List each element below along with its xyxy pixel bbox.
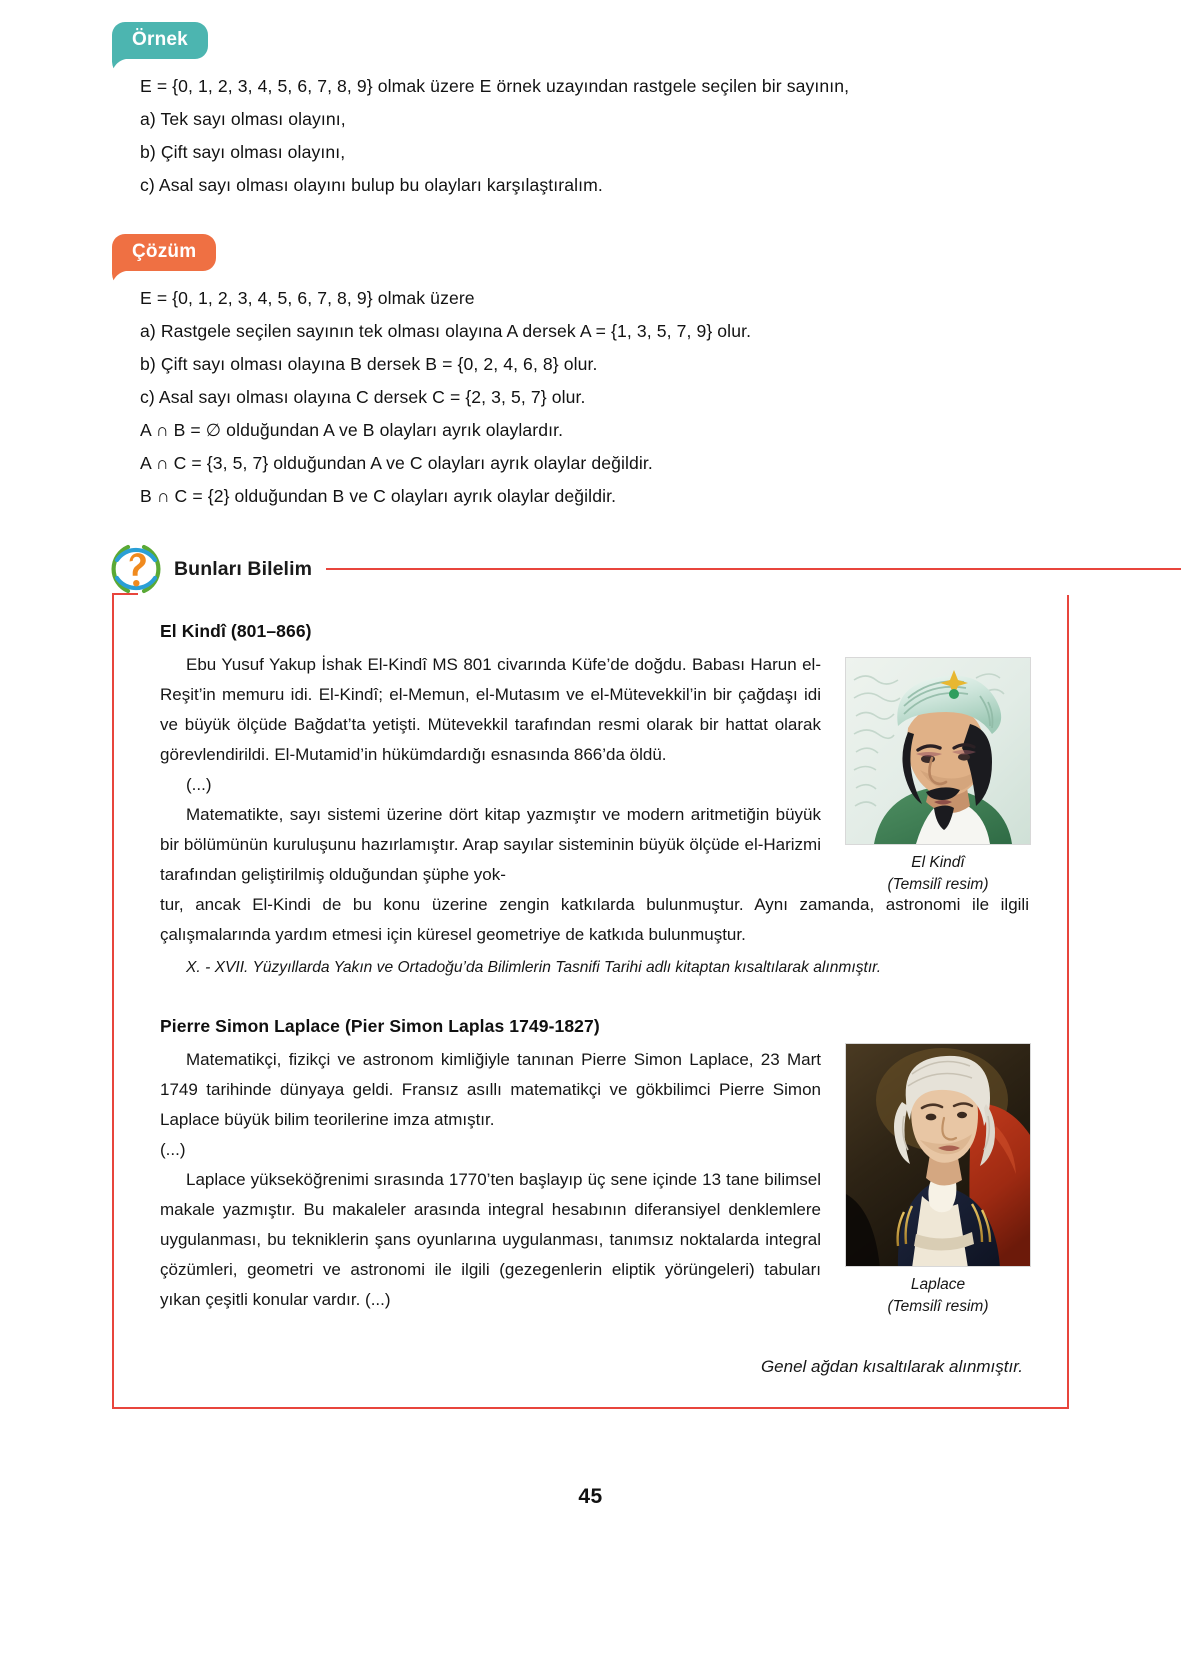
el-kindi-source-credit: X. - XVII. Yüzyıllarda Yakın ve Ortadoğu’da Bilimlerin Tasnifi Tarihi adlı kitaptan kısaltılarak alınmıştır. (186, 959, 882, 976)
el-kindi-portrait-image (845, 657, 1031, 845)
laplace-caption (845, 1274, 1031, 1318)
ornek-line: a) Tek sayı olması olayını, (140, 109, 346, 129)
cozum-line: c) Asal sayı olması olayına C dersek C = {2, 3, 5, 7} olur. (140, 387, 586, 407)
header-divider-rule (326, 568, 1181, 570)
laplace-portrait-image (845, 1043, 1031, 1267)
cozum-line: E = {0, 1, 2, 3, 4, 5, 6, 7, 8, 9} olmak üzere (140, 288, 475, 308)
bunlari-bilelim-box (112, 595, 1069, 1409)
el-kindi-paragraph-2-narrow: Matematikte, sayı sistemi üzerine dört kitap yazmıştır ve modern aritmetiğin büyük bir bölümünün kuruluşunu hazırlamıştır. Arap sayılar sisteminin büyük ölçüde el-Harizmi tarafından geliştirilmiş olduğundan şüphe yok- (160, 805, 821, 884)
cozum-tag: Çözüm (112, 234, 216, 271)
laplace-paragraph-1: Matematikçi, fizikçi ve astronom kimliğiyle tanınan Pierre Simon Laplace, 23 Mart 1749 tarihinde dünyaya geldi. Fransız asıllı matematikçi ve gökbilimci Pierre Simon Laplace büyük bilim teorilerine imza atmıştır. (160, 1050, 821, 1129)
question-mark-circle-icon (108, 541, 164, 597)
el-kindi-caption (845, 852, 1031, 896)
laplace-source-credit: Genel ağdan kısaltılarak alınmıştır. (760, 1357, 1023, 1376)
el-kindi-paragraph-1: Ebu Yusuf Yakup İshak El-Kindî MS 801 civarında Küfe’de doğdu. Babası Harun el-Reşit’in memuru idi. El-Kindî; el-Memun, el-Mutasım ve el-Mütevekkil’in bir çağdaşı idi ve büyük ölçüde Bağdat’ta yetişti. Mütevekkil tarafından resmi olarak bir hattat olarak görevlendirildi. El-Mutamid’in hükümdardığı esnasında 866’da öldü. (160, 655, 821, 764)
el-kindi-caption-note: (Temsilî resim) (887, 876, 989, 893)
laplace-figure (845, 1043, 1031, 1318)
cozum-line: A ∩ C = {3, 5, 7} olduğundan A ve C olayları ayrık olaylar değildir. (140, 453, 653, 473)
page-number: 45 (578, 1485, 603, 1508)
el-kindi-ellipsis: (...) (186, 775, 212, 794)
el-kindi-caption-name: El Kindî (911, 854, 965, 871)
cozum-line: A ∩ B = ∅ olduğundan A ve B olayları ayrık olaylardır. (140, 420, 564, 440)
ornek-content (140, 70, 1069, 202)
cozum-line: b) Çift sayı olması olayına B dersek B = {0, 2, 4, 6, 8} olur. (140, 354, 598, 374)
laplace-ellipsis: (...) (160, 1140, 186, 1159)
cozum-line: B ∩ C = {2} olduğundan B ve C olayları ayrık olaylar değildir. (140, 486, 617, 506)
ornek-line: c) Asal sayı olması olayını bulup bu olayları karşılaştıralım. (140, 175, 603, 195)
ornek-line: b) Çift sayı olması olayını, (140, 142, 346, 162)
bunlari-bilelim-title: Bunları Bilelim (174, 557, 313, 580)
cozum-line: a) Rastgele seçilen sayının tek olması olayına A dersek A = {1, 3, 5, 7, 9} olur. (140, 321, 752, 341)
laplace-heading: Pierre Simon Laplace (Pier Simon Laplas 1749-1827) (160, 1016, 600, 1036)
cozum-content (140, 282, 1069, 513)
el-kindi-figure (845, 657, 1031, 896)
ornek-line: E = {0, 1, 2, 3, 4, 5, 6, 7, 8, 9} olmak üzere E örnek uzayından rastgele seçilen bir sayının, (140, 76, 850, 96)
el-kindi-heading: El Kindî (801–866) (160, 621, 312, 641)
bunlari-bilelim-header (112, 543, 1181, 595)
laplace-paragraph-2: Laplace yükseköğrenimi sırasında 1770’ten başlayıp üç sene içinde 13 tane bilimsel makale yazmıştır. Bu makaleler arasında integral hesabının diferansiyel denklemlere uygulanması, bu tekniklerin şans oyunlarına uygulanması, tanımsız noktalarda integral çözümleri, geometri ve astronomi ile ilgili (gezegenlerin eliptik yörüngeleri) tabuları yıkan çeşitli konular vardır. (...) (160, 1170, 821, 1309)
laplace-caption-note: (Temsilî resim) (887, 1298, 989, 1315)
laplace-caption-name: Laplace (910, 1276, 966, 1293)
el-kindi-paragraph-2-wide: tur, ancak El-Kindi de bu konu üzerine zengin katkılarda bulunmuştur. Aynı zamanda, astronomi ile ilgili çalışmalarında yardım etmesi için küresel geometriye de katkıda bulunmuştur. (160, 895, 1029, 944)
ornek-tag: Örnek (112, 22, 208, 59)
